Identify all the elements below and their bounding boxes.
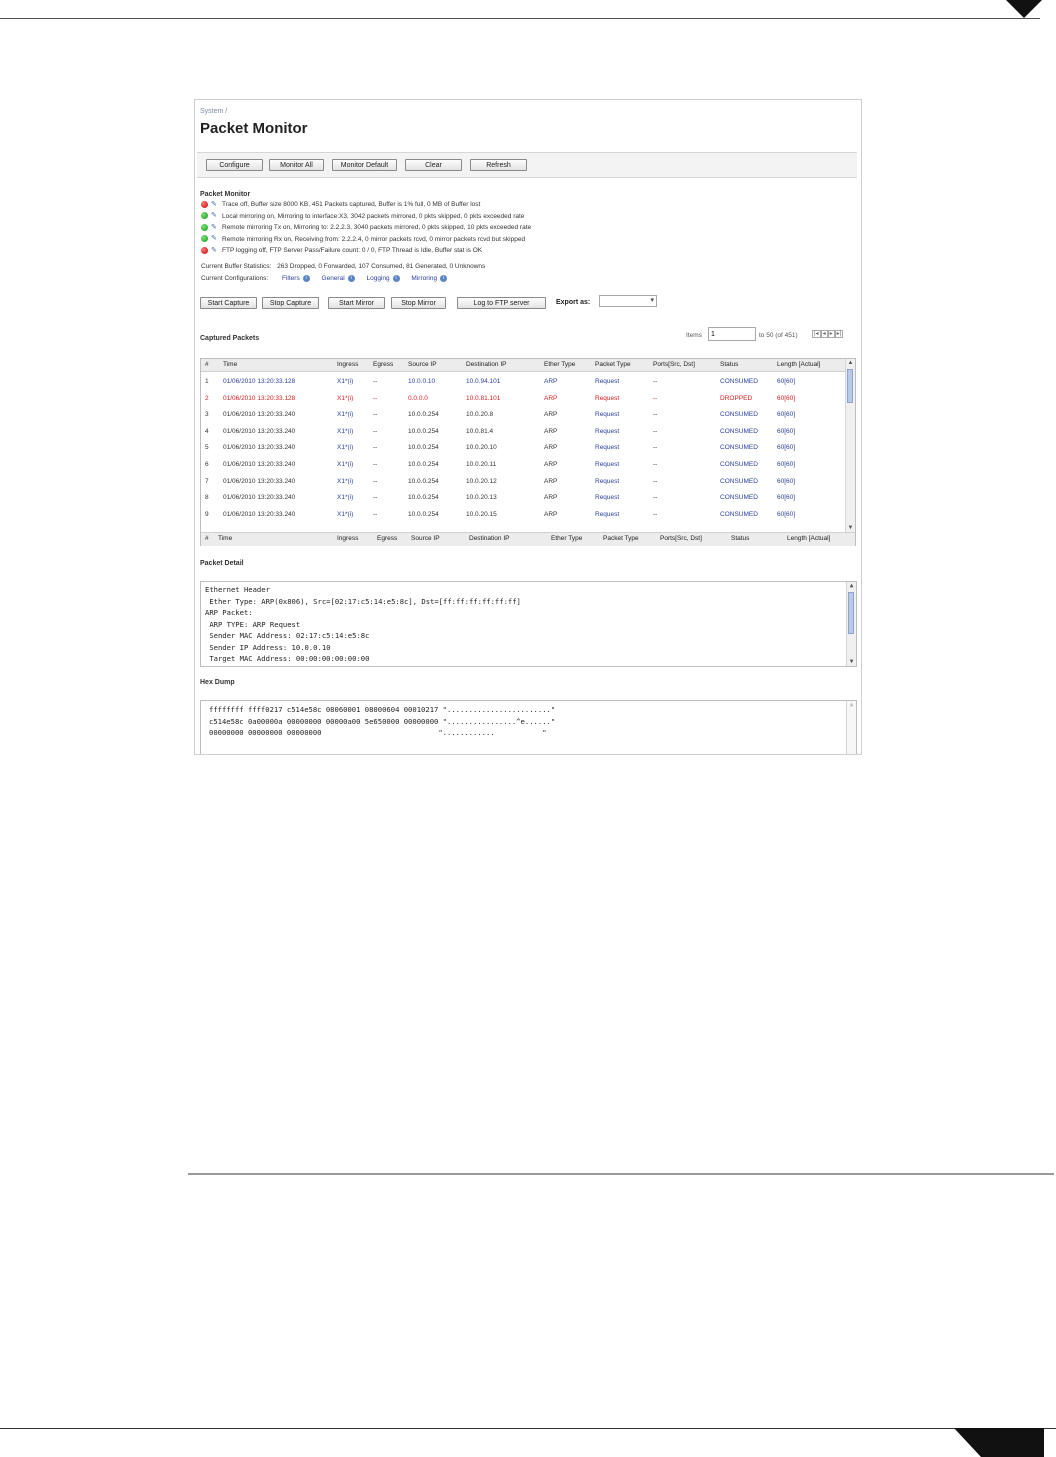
- table-cell: --: [373, 444, 378, 452]
- table-scrollbar[interactable]: [845, 359, 855, 532]
- detail-scrollbar[interactable]: [846, 582, 856, 666]
- table-row[interactable]: [201, 494, 846, 506]
- start-capture-button[interactable]: Start Capture: [200, 297, 257, 309]
- scroll-thumb[interactable]: [848, 592, 854, 634]
- detail-line: Ether Type: ARP(0x806), Src=[02:17:c5:14:e5:8c], Dst=[ff:ff:ff:ff:ff:ff]: [205, 596, 521, 606]
- captured-packets-title: Captured Packets: [200, 335, 260, 342]
- table-cell: 60[60]: [777, 510, 796, 518]
- table-row[interactable]: [201, 511, 846, 523]
- table-cell: --: [653, 411, 658, 419]
- table-cell: ARP: [544, 444, 558, 452]
- monitor-all-button[interactable]: Monitor All: [269, 159, 324, 171]
- hex-line: ffffffff ffff0217 c514e58c 08060001 08000604 00010217 "........................": [209, 705, 556, 714]
- table-cell: 5: [205, 444, 209, 452]
- monitor-status-line: [201, 246, 482, 256]
- footer-filter-header[interactable]: Destination IP: [469, 535, 510, 542]
- captured-packets-table: [200, 358, 856, 546]
- info-icon[interactable]: i: [393, 275, 400, 282]
- section-divider: [188, 1173, 1054, 1175]
- footer-filter-header[interactable]: Source IP: [411, 535, 440, 542]
- scroll-up-icon[interactable]: ▲: [849, 701, 854, 708]
- footer-filter-header[interactable]: Ether Type: [551, 535, 583, 542]
- monitor-default-button[interactable]: Monitor Default: [332, 159, 397, 171]
- table-cell: 10.0.20.11: [466, 461, 497, 468]
- table-cell: Request: [595, 461, 620, 468]
- scroll-up-icon[interactable]: ▲: [847, 360, 854, 366]
- table-cell: --: [653, 461, 658, 468]
- table-cell: --: [373, 461, 378, 468]
- table-cell: 60[60]: [777, 411, 796, 419]
- table-footer-filters: [201, 532, 855, 546]
- table-row[interactable]: [201, 428, 846, 440]
- monitor-status-text: Local mirroring on, Mirroring to interface:X3, 3042 packets mirrored, 0 pkts skipped, 0 pkts exceeded rate: [222, 212, 525, 220]
- table-cell: Request: [595, 411, 620, 419]
- table-cell: 60[60]: [777, 444, 796, 452]
- footer-filter-header[interactable]: Length [Actual]: [787, 535, 831, 542]
- config-general-link[interactable]: [322, 275, 355, 282]
- edit-icon[interactable]: ✎: [211, 235, 217, 243]
- edit-icon[interactable]: ✎: [211, 200, 217, 208]
- table-cell: --: [373, 477, 378, 485]
- footer-filter-header[interactable]: #: [205, 535, 209, 542]
- table-cell: 01/06/2010 13:20:33.240: [223, 427, 296, 435]
- table-cell: 4: [205, 427, 209, 435]
- table-cell: Request: [595, 494, 620, 502]
- status-on-icon: [201, 235, 208, 242]
- hex-dump-title: Hex Dump: [200, 679, 235, 686]
- monitor-status-text: Remote mirroring Rx on, Receiving from: 2.2.2.4, 0 mirror packets rcvd, 0 mirror packets rcvd but skipped: [222, 235, 526, 243]
- table-cell: X1*(i): [337, 510, 354, 518]
- monitor-status-line: [201, 200, 480, 210]
- table-cell: 60[60]: [777, 394, 796, 402]
- table-cell: 10.0.0.254: [408, 510, 439, 518]
- table-cell: 10.0.0.10: [408, 378, 436, 385]
- table-row[interactable]: [201, 395, 846, 407]
- table-cell: 9: [205, 510, 209, 518]
- edit-icon[interactable]: ✎: [211, 212, 217, 220]
- table-cell: 01/06/2010 13:20:33.240: [223, 477, 296, 485]
- table-cell: 10.0.0.254: [408, 427, 439, 435]
- table-cell: 60[60]: [777, 427, 796, 435]
- table-cell: ARP: [544, 494, 558, 502]
- items-range: to 50 (of 451): [759, 332, 798, 339]
- table-cell: 01/06/2010 13:20:33.240: [223, 444, 296, 452]
- status-off-icon: [201, 201, 208, 208]
- table-cell: 0.0.0.0: [408, 394, 428, 402]
- footer-filter-header[interactable]: Time: [218, 535, 233, 542]
- table-cell: X1*(i): [337, 477, 354, 485]
- detail-line: Sender IP Address: 10.0.0.10: [205, 642, 331, 652]
- packet-monitor-screenshot: [194, 99, 862, 755]
- config-general-label: General: [321, 275, 345, 282]
- table-cell: 01/06/2010 13:20:33.128: [223, 378, 296, 385]
- table-cell: --: [373, 510, 378, 518]
- hex-line: 00000000 00000000 00000000 "............ ": [209, 728, 547, 737]
- column-header[interactable]: Time: [223, 361, 238, 368]
- table-cell: X1*(i): [337, 394, 354, 402]
- table-cell: --: [653, 510, 658, 518]
- status-off-icon: [201, 247, 208, 254]
- column-header[interactable]: Status: [720, 361, 739, 368]
- table-cell: --: [653, 427, 658, 435]
- table-cell: CONSUMED: [720, 461, 758, 468]
- table-cell: ARP: [544, 427, 558, 435]
- detail-line: Target MAC Address: 00:00:00:00:00:00: [205, 654, 370, 663]
- hex-scrollbar[interactable]: [846, 701, 856, 755]
- table-cell: Request: [595, 427, 620, 435]
- page-top-rule: [0, 18, 1040, 19]
- detail-line: Ethernet Header: [205, 585, 270, 594]
- config-filters-link[interactable]: [282, 275, 310, 282]
- configure-button[interactable]: Configure: [206, 159, 263, 171]
- table-cell: 10.0.94.101: [466, 378, 501, 385]
- packet-detail-box[interactable]: [200, 581, 857, 667]
- table-header: [201, 359, 846, 372]
- table-row[interactable]: [201, 411, 846, 423]
- table-cell: ARP: [544, 394, 558, 402]
- table-cell: 01/06/2010 13:20:33.240: [223, 411, 296, 419]
- table-cell: 10.0.20.12: [466, 477, 497, 485]
- stop-capture-button[interactable]: Stop Capture: [262, 297, 319, 309]
- export-label: Export as:: [556, 299, 591, 306]
- table-cell: 01/06/2010 13:20:33.240: [223, 510, 296, 518]
- table-cell: 60[60]: [777, 461, 796, 468]
- monitor-status-line: [201, 223, 531, 233]
- table-row[interactable]: [201, 444, 846, 456]
- column-header[interactable]: Ingress: [337, 361, 359, 368]
- table-cell: 10.0.20.8: [466, 411, 494, 419]
- hex-line: c514e58c 0a00000a 00000000 00000a00 5e650000 00000000 "................^e......": [209, 716, 556, 726]
- next-page-icon[interactable]: ▸: [829, 331, 833, 337]
- table-row[interactable]: [201, 461, 846, 473]
- table-cell: 10.0.20.10: [466, 444, 497, 452]
- column-header[interactable]: Source IP: [408, 361, 437, 368]
- table-cell: 10.0.0.254: [408, 411, 439, 419]
- status-on-icon: [201, 224, 208, 231]
- table-cell: --: [373, 411, 378, 419]
- table-cell: 10.0.20.15: [466, 510, 497, 518]
- table-cell: Request: [595, 378, 620, 385]
- table-cell: Request: [595, 394, 620, 402]
- column-header[interactable]: Destination IP: [466, 361, 507, 368]
- scroll-thumb[interactable]: [847, 369, 853, 403]
- table-row[interactable]: [201, 378, 846, 390]
- export-select[interactable]: [599, 295, 657, 307]
- buffer-stats-value: 263 Dropped, 0 Forwarded, 107 Consumed, 81 Generated, 0 Unknowns: [277, 263, 486, 270]
- footer-filter-header[interactable]: Egress: [377, 535, 398, 542]
- table-cell: 60[60]: [777, 477, 796, 485]
- monitor-status-line: [201, 235, 525, 245]
- table-cell: 10.0.0.254: [408, 444, 439, 452]
- table-cell: 6: [205, 461, 209, 468]
- footer-filter-header[interactable]: Status: [731, 535, 750, 542]
- column-header[interactable]: Egress: [373, 361, 394, 368]
- toolbar: [197, 152, 857, 178]
- table-cell: 10.0.0.254: [408, 494, 439, 502]
- refresh-button[interactable]: Refresh: [470, 159, 527, 171]
- table-row[interactable]: [201, 478, 846, 490]
- corner-tab-icon: [1006, 0, 1042, 18]
- table-cell: CONSUMED: [720, 378, 758, 385]
- table-cell: --: [653, 477, 658, 485]
- first-page-icon[interactable]: |◂: [814, 331, 819, 337]
- items-label: Items: [686, 332, 702, 339]
- buffer-stats-label: Current Buffer Statistics:: [201, 263, 272, 270]
- table-cell: CONSUMED: [720, 444, 758, 452]
- table-cell: --: [653, 378, 658, 385]
- table-cell: CONSUMED: [720, 411, 758, 419]
- edit-icon[interactable]: ✎: [211, 223, 217, 231]
- info-icon[interactable]: i: [348, 275, 355, 282]
- config-mirroring-label: Mirroring: [411, 275, 438, 282]
- items-input[interactable]: [708, 327, 756, 341]
- monitor-status-line: [201, 212, 524, 222]
- table-cell: 60[60]: [777, 378, 796, 385]
- page-title: Packet Monitor: [200, 120, 308, 137]
- monitor-status-text: Remote mirroring Tx on, Mirroring to: 2.2.2.3, 3040 packets mirrored, 0 pkts skipped, 10 pkts exceeded rate: [222, 224, 532, 231]
- table-cell: 10.0.20.13: [466, 494, 497, 502]
- status-on-icon: [201, 212, 208, 219]
- packet-monitor-section-title: Packet Monitor: [200, 191, 251, 198]
- column-header[interactable]: Packet Type: [595, 361, 631, 368]
- detail-line: ARP Packet:: [205, 608, 253, 617]
- config-label: Current Configurations:: [201, 275, 269, 282]
- table-cell: 01/06/2010 13:20:33.128: [223, 394, 296, 402]
- table-cell: X1*(i): [337, 444, 354, 452]
- table-cell: 7: [205, 477, 209, 485]
- table-cell: 2: [205, 394, 209, 402]
- monitor-status-text: Trace off, Buffer size 8000 KB, 451 Packets captured, Buffer is 1% full, 0 MB of Buffer lost: [222, 201, 481, 208]
- table-cell: --: [373, 494, 378, 502]
- table-cell: --: [373, 394, 378, 402]
- table-cell: X1*(i): [337, 427, 354, 435]
- table-cell: ARP: [544, 461, 558, 468]
- log-to-ftp-button[interactable]: Log to FTP server: [457, 297, 546, 309]
- table-cell: ARP: [544, 510, 558, 518]
- table-cell: CONSUMED: [720, 477, 758, 485]
- footer-filter-header[interactable]: Ports[Src, Dst]: [660, 535, 702, 542]
- edit-icon[interactable]: ✎: [211, 246, 217, 254]
- table-cell: 01/06/2010 13:20:33.240: [223, 461, 296, 468]
- column-header[interactable]: Ether Type: [544, 361, 576, 368]
- config-mirroring-link[interactable]: [411, 275, 447, 282]
- detail-line: Sender MAC Address: 02:17:c5:14:e5:8c: [205, 631, 370, 640]
- scroll-down-icon[interactable]: ▼: [847, 525, 854, 531]
- last-page-icon[interactable]: ▸|: [836, 331, 842, 337]
- column-header[interactable]: Length [Actual]: [777, 361, 821, 368]
- info-icon[interactable]: i: [303, 275, 310, 282]
- table-cell: --: [653, 494, 658, 502]
- table-cell: X1*(i): [337, 411, 354, 419]
- config-logging-label: Logging: [366, 275, 390, 282]
- prev-page-icon[interactable]: ◂: [822, 331, 826, 337]
- table-cell: 3: [205, 411, 209, 419]
- start-mirror-button[interactable]: Start Mirror: [328, 297, 385, 309]
- table-cell: --: [653, 444, 658, 452]
- detail-line: ARP TYPE: ARP Request: [205, 619, 301, 629]
- table-cell: 01/06/2010 13:20:33.240: [223, 494, 296, 502]
- footer-filter-header[interactable]: Packet Type: [603, 535, 639, 542]
- table-cell: --: [653, 394, 658, 402]
- table-cell: Request: [595, 444, 620, 452]
- buffer-stats-line: [201, 262, 485, 272]
- table-cell: Request: [595, 477, 620, 485]
- column-header[interactable]: #: [205, 361, 209, 368]
- config-line: [201, 274, 447, 284]
- table-cell: X1*(i): [337, 461, 354, 468]
- clear-button[interactable]: Clear: [405, 159, 462, 171]
- table-cell: ARP: [544, 411, 558, 419]
- config-filters-label: Filters: [282, 275, 300, 282]
- table-cell: 10.0.81.4: [466, 427, 494, 435]
- table-cell: 10.0.0.254: [408, 461, 439, 468]
- footer-filter-header[interactable]: Ingress: [337, 535, 359, 542]
- scroll-up-icon[interactable]: ▲: [849, 582, 854, 589]
- page-number-tab: [954, 1428, 1044, 1457]
- footer-rule: [0, 1428, 1056, 1429]
- table-cell: Request: [595, 510, 620, 518]
- column-header[interactable]: Ports[Src, Dst]: [653, 361, 695, 368]
- table-cell: 60[60]: [777, 494, 796, 502]
- config-logging-link[interactable]: [366, 275, 399, 282]
- chevron-down-icon: ▾: [650, 297, 654, 304]
- table-cell: CONSUMED: [720, 427, 758, 435]
- table-cell: CONSUMED: [720, 510, 758, 518]
- scroll-down-icon[interactable]: ▼: [849, 658, 854, 665]
- table-cell: X1*(i): [337, 494, 354, 502]
- table-cell: 10.0.0.254: [408, 477, 439, 485]
- table-cell: DROPPED: [720, 394, 753, 402]
- breadcrumb[interactable]: System /: [200, 108, 228, 115]
- hex-dump-box[interactable]: [200, 700, 857, 755]
- stop-mirror-button[interactable]: Stop Mirror: [391, 297, 446, 309]
- table-cell: 1: [205, 378, 209, 385]
- table-cell: ARP: [544, 378, 558, 385]
- table-cell: 10.0.81.101: [466, 394, 501, 402]
- table-cell: ARP: [544, 477, 558, 485]
- monitor-status-text: FTP logging off, FTP Server Pass/Failure count: 0 / 0, FTP Thread is Idle, Buffer stat is OK: [222, 247, 483, 254]
- table-cell: --: [373, 378, 378, 385]
- table-cell: X1*(i): [337, 378, 354, 385]
- pager: [812, 330, 843, 337]
- packet-detail-title: Packet Detail: [200, 560, 244, 567]
- info-icon[interactable]: i: [440, 275, 447, 282]
- table-cell: --: [373, 427, 378, 435]
- table-cell: 8: [205, 494, 209, 502]
- table-cell: CONSUMED: [720, 494, 758, 502]
